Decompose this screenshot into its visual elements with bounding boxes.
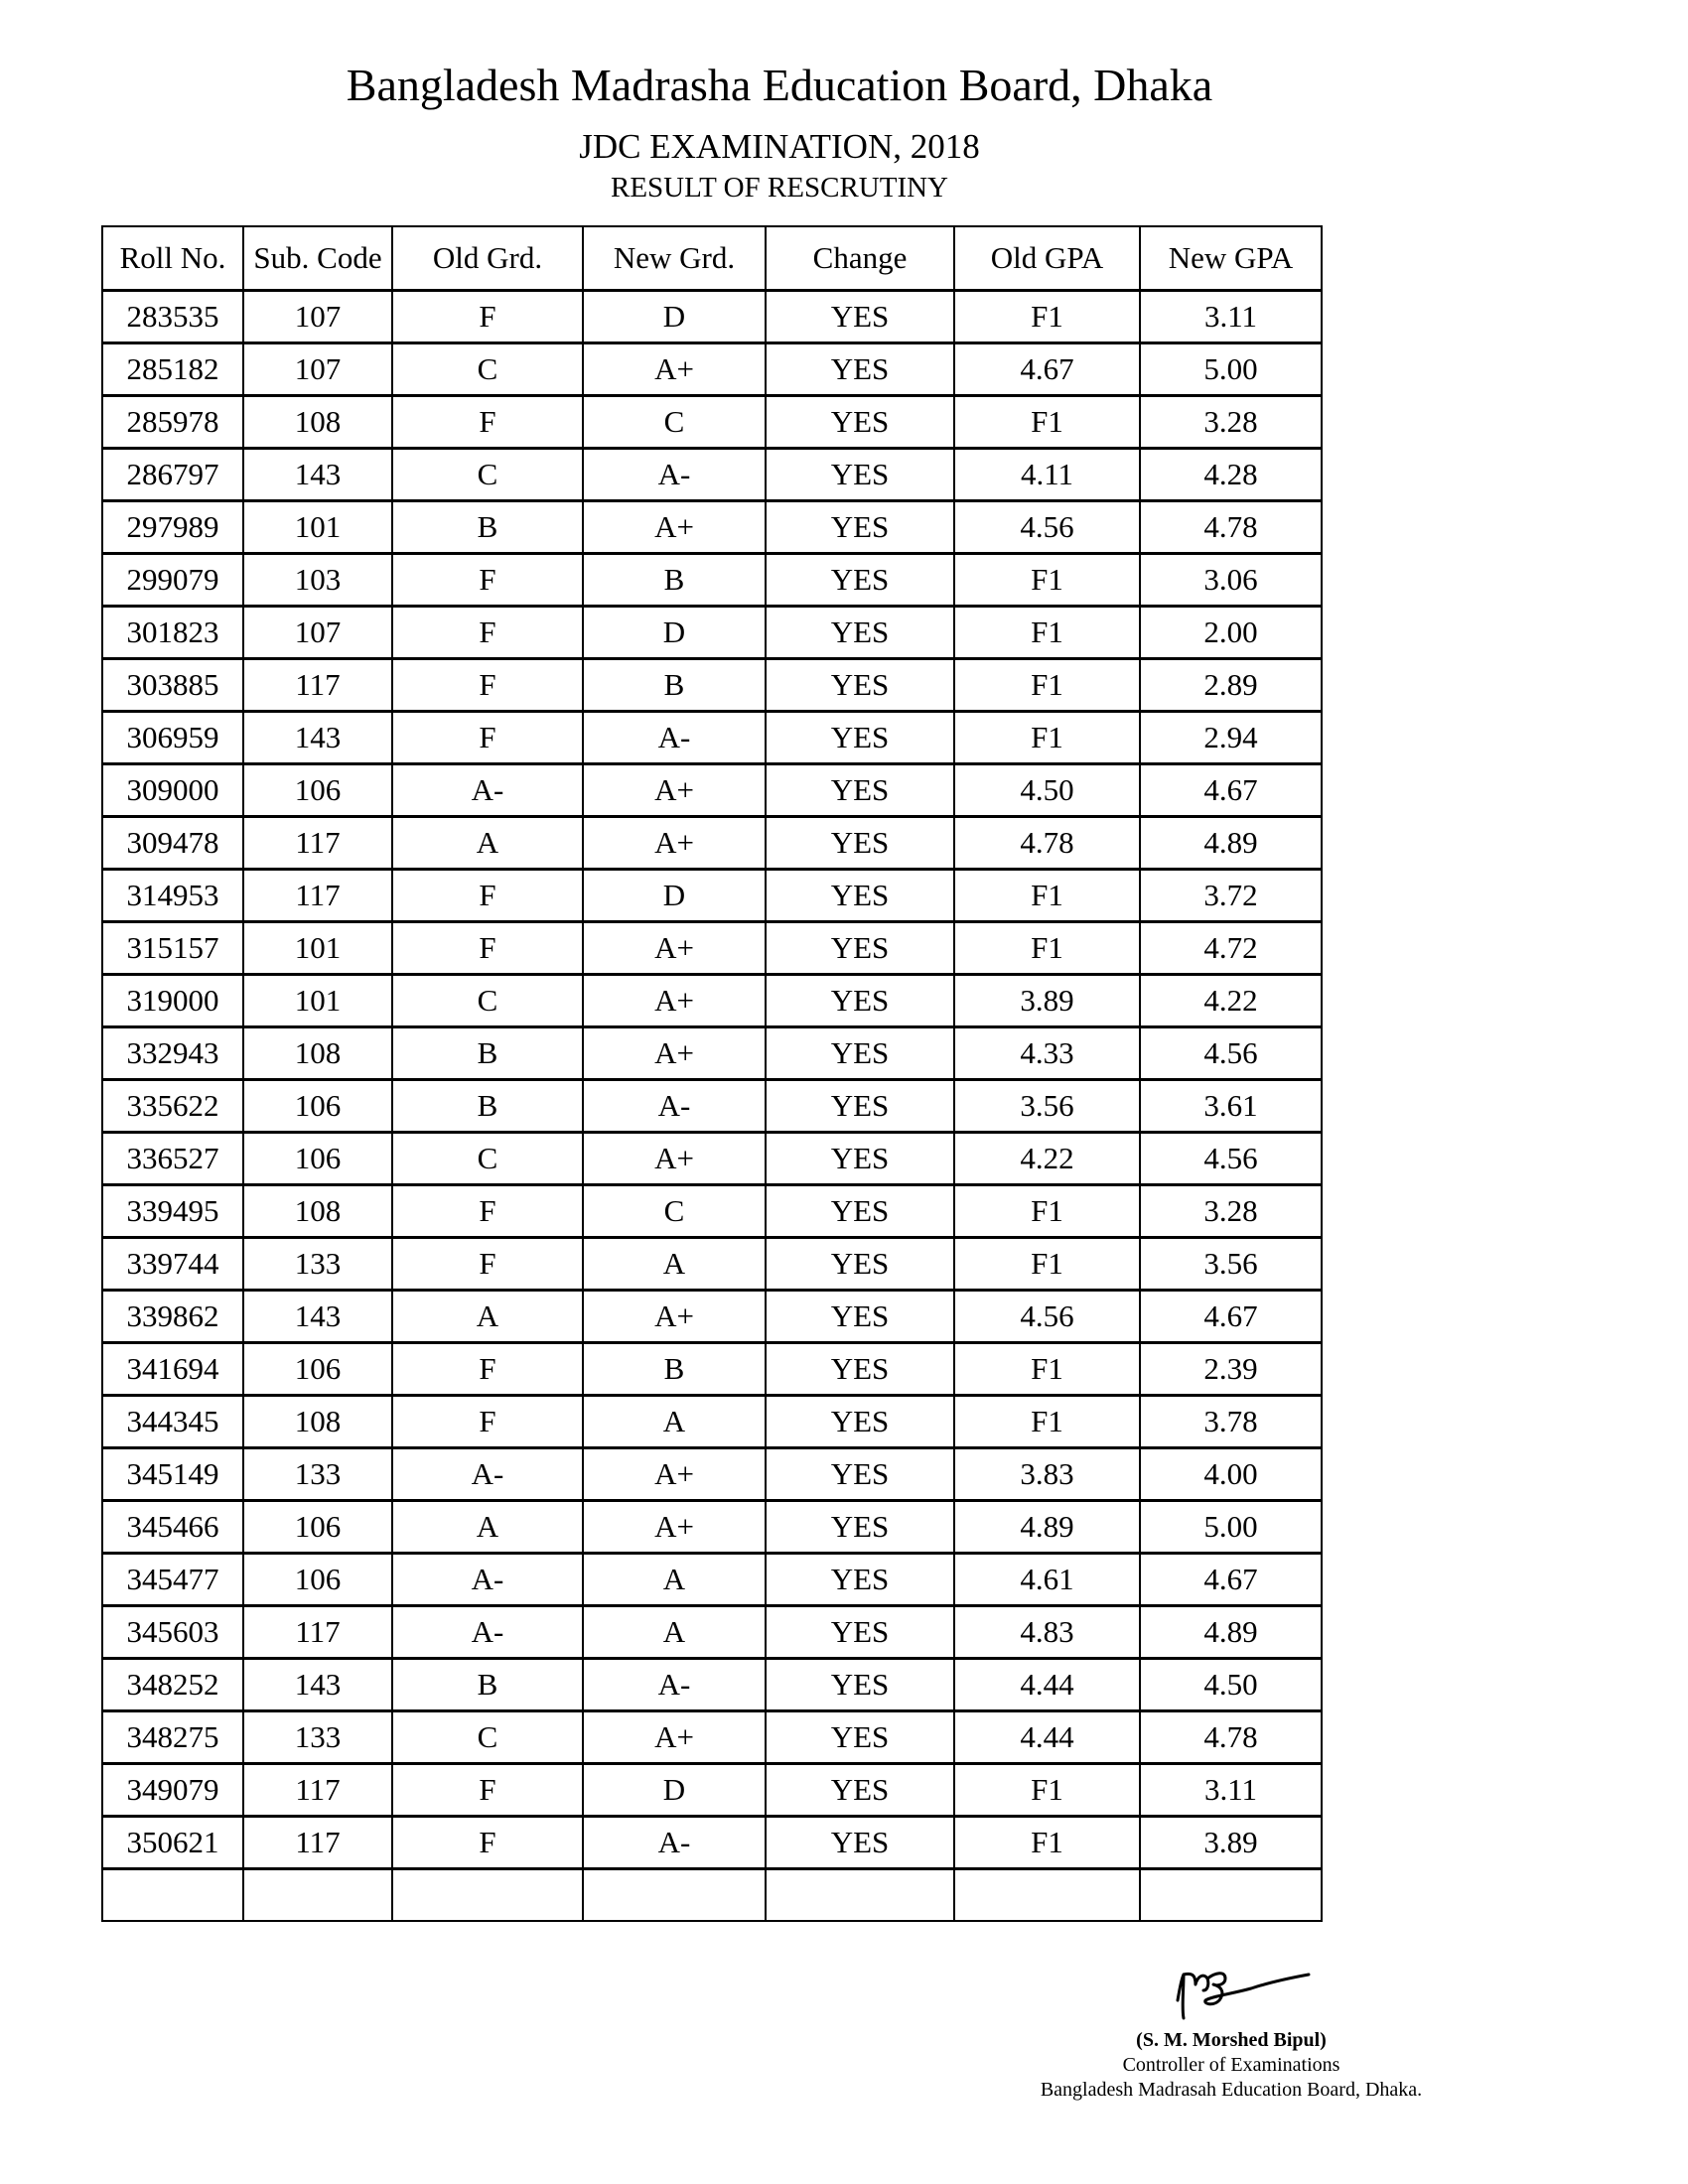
roll-no-cell: 336527 <box>102 1133 243 1185</box>
new-gpa-cell: 4.78 <box>1140 501 1322 554</box>
old-grade-cell: C <box>392 975 583 1027</box>
table-body <box>102 291 1322 1922</box>
sub-code-cell: 143 <box>243 1659 392 1711</box>
roll-no-cell: 345477 <box>102 1554 243 1606</box>
new-gpa-cell: 3.56 <box>1140 1238 1322 1291</box>
new-grade-cell: A+ <box>583 817 766 870</box>
new-gpa-cell: 4.89 <box>1140 817 1322 870</box>
table-row <box>102 1659 1322 1711</box>
signature-block <box>983 2028 1479 2103</box>
column-header-old-gpa: Old GPA <box>954 226 1140 291</box>
roll-no-cell: 309000 <box>102 764 243 817</box>
roll-no-cell: 349079 <box>102 1764 243 1817</box>
new-grade-cell: D <box>583 1764 766 1817</box>
sub-code-cell: 106 <box>243 1080 392 1133</box>
old-gpa-cell: F1 <box>954 554 1140 607</box>
new-grade-cell: A+ <box>583 975 766 1027</box>
change-cell: YES <box>766 870 954 922</box>
sub-code-cell: 133 <box>243 1448 392 1501</box>
new-gpa-cell: 4.89 <box>1140 1606 1322 1659</box>
old-gpa-cell: 4.67 <box>954 343 1140 396</box>
new-gpa-cell: 3.11 <box>1140 291 1322 343</box>
old-gpa-cell: F1 <box>954 922 1140 975</box>
table-row <box>102 1133 1322 1185</box>
old-gpa-cell: 4.56 <box>954 501 1140 554</box>
old-grade-cell: F <box>392 291 583 343</box>
old-grade-cell: A- <box>392 764 583 817</box>
table-row <box>102 1764 1322 1817</box>
table-row <box>102 764 1322 817</box>
sub-code-cell: 106 <box>243 1133 392 1185</box>
new-gpa-cell: 4.00 <box>1140 1448 1322 1501</box>
change-cell <box>766 1869 954 1922</box>
sub-code-cell: 108 <box>243 1027 392 1080</box>
header-row <box>102 226 1322 291</box>
new-gpa-cell: 4.78 <box>1140 1711 1322 1764</box>
roll-no-cell: 303885 <box>102 659 243 712</box>
new-gpa-cell <box>1140 1869 1322 1922</box>
sub-code-cell: 108 <box>243 396 392 449</box>
old-gpa-cell: F1 <box>954 659 1140 712</box>
table-row <box>102 501 1322 554</box>
old-gpa-cell: F1 <box>954 607 1140 659</box>
old-grade-cell: F <box>392 659 583 712</box>
sub-code-cell: 133 <box>243 1711 392 1764</box>
column-header-roll-no: Roll No. <box>102 226 243 291</box>
change-cell: YES <box>766 449 954 501</box>
old-gpa-cell: F1 <box>954 1396 1140 1448</box>
old-gpa-cell: F1 <box>954 1343 1140 1396</box>
old-grade-cell: F <box>392 712 583 764</box>
table-row <box>102 1238 1322 1291</box>
new-grade-cell: A+ <box>583 343 766 396</box>
old-gpa-cell: 3.83 <box>954 1448 1140 1501</box>
roll-no-cell: 335622 <box>102 1080 243 1133</box>
sub-code-cell: 106 <box>243 1554 392 1606</box>
new-gpa-cell: 3.61 <box>1140 1080 1322 1133</box>
new-grade-cell: B <box>583 1343 766 1396</box>
old-grade-cell: B <box>392 1659 583 1711</box>
change-cell: YES <box>766 712 954 764</box>
sub-code-cell: 108 <box>243 1185 392 1238</box>
old-grade-cell: A <box>392 817 583 870</box>
new-gpa-cell: 4.56 <box>1140 1027 1322 1080</box>
new-gpa-cell: 4.72 <box>1140 922 1322 975</box>
old-grade-cell: F <box>392 1343 583 1396</box>
old-gpa-cell: 4.33 <box>954 1027 1140 1080</box>
roll-no-cell: 286797 <box>102 449 243 501</box>
roll-no-cell: 345149 <box>102 1448 243 1501</box>
old-grade-cell: F <box>392 1396 583 1448</box>
table-row <box>102 922 1322 975</box>
change-cell: YES <box>766 1185 954 1238</box>
roll-no-cell: 339862 <box>102 1291 243 1343</box>
new-grade-cell: A+ <box>583 1027 766 1080</box>
sub-code-cell: 106 <box>243 1501 392 1554</box>
sub-code-cell: 106 <box>243 1343 392 1396</box>
new-grade-cell: A <box>583 1606 766 1659</box>
change-cell: YES <box>766 343 954 396</box>
new-gpa-cell: 2.94 <box>1140 712 1322 764</box>
old-grade-cell: F <box>392 1764 583 1817</box>
change-cell: YES <box>766 501 954 554</box>
new-grade-cell: A+ <box>583 1291 766 1343</box>
table-row <box>102 1027 1322 1080</box>
old-grade-cell: F <box>392 1817 583 1869</box>
new-gpa-cell: 2.39 <box>1140 1343 1322 1396</box>
change-cell: YES <box>766 1606 954 1659</box>
new-gpa-cell: 3.78 <box>1140 1396 1322 1448</box>
new-gpa-cell: 5.00 <box>1140 343 1322 396</box>
sub-code-cell: 117 <box>243 1817 392 1869</box>
roll-no-cell: 297989 <box>102 501 243 554</box>
table-header <box>102 226 1322 291</box>
old-grade-cell: F <box>392 870 583 922</box>
old-gpa-cell: 4.83 <box>954 1606 1140 1659</box>
roll-no-cell: 332943 <box>102 1027 243 1080</box>
new-grade-cell: A <box>583 1396 766 1448</box>
change-cell: YES <box>766 975 954 1027</box>
sub-code-cell: 108 <box>243 1396 392 1448</box>
change-cell: YES <box>766 1238 954 1291</box>
new-gpa-cell: 3.28 <box>1140 1185 1322 1238</box>
change-cell: YES <box>766 1027 954 1080</box>
change-cell: YES <box>766 764 954 817</box>
sub-code-cell: 117 <box>243 817 392 870</box>
table-row <box>102 343 1322 396</box>
old-grade-cell: C <box>392 343 583 396</box>
new-gpa-cell: 3.89 <box>1140 1817 1322 1869</box>
roll-no-cell: 348275 <box>102 1711 243 1764</box>
old-gpa-cell: 4.50 <box>954 764 1140 817</box>
rescrutiny-results-table <box>101 225 1323 1922</box>
old-gpa-cell: 4.11 <box>954 449 1140 501</box>
old-grade-cell: F <box>392 554 583 607</box>
old-gpa-cell: 4.56 <box>954 1291 1140 1343</box>
roll-no-cell: 348252 <box>102 1659 243 1711</box>
change-cell: YES <box>766 1448 954 1501</box>
change-cell: YES <box>766 1554 954 1606</box>
table-row <box>102 291 1322 343</box>
new-grade-cell: A+ <box>583 764 766 817</box>
old-gpa-cell: 4.44 <box>954 1711 1140 1764</box>
column-header-change: Change <box>766 226 954 291</box>
new-grade-cell: A- <box>583 449 766 501</box>
change-cell: YES <box>766 607 954 659</box>
column-header-new-gpa: New GPA <box>1140 226 1322 291</box>
old-grade-cell: B <box>392 1080 583 1133</box>
roll-no-cell: 315157 <box>102 922 243 975</box>
new-grade-cell: A+ <box>583 922 766 975</box>
sub-code-cell: 143 <box>243 712 392 764</box>
old-grade-cell: B <box>392 1027 583 1080</box>
roll-no-cell: 309478 <box>102 817 243 870</box>
new-gpa-cell: 4.56 <box>1140 1133 1322 1185</box>
old-gpa-cell: F1 <box>954 291 1140 343</box>
sub-code-cell: 107 <box>243 343 392 396</box>
old-gpa-cell: 3.89 <box>954 975 1140 1027</box>
old-gpa-cell: 4.61 <box>954 1554 1140 1606</box>
new-grade-cell <box>583 1869 766 1922</box>
table-row <box>102 1817 1322 1869</box>
old-gpa-cell: F1 <box>954 712 1140 764</box>
change-cell: YES <box>766 817 954 870</box>
change-cell: YES <box>766 1133 954 1185</box>
sub-code-cell: 133 <box>243 1238 392 1291</box>
roll-no-cell: 301823 <box>102 607 243 659</box>
old-gpa-cell: 4.44 <box>954 1659 1140 1711</box>
new-gpa-cell: 3.72 <box>1140 870 1322 922</box>
sub-code-cell: 103 <box>243 554 392 607</box>
old-grade-cell: C <box>392 1711 583 1764</box>
signatory-organization: Bangladesh Madrasah Education Board, Dhaka. <box>1040 2079 1423 2101</box>
change-cell: YES <box>766 396 954 449</box>
new-gpa-cell: 3.06 <box>1140 554 1322 607</box>
table-row <box>102 817 1322 870</box>
old-grade-cell: A <box>392 1291 583 1343</box>
old-grade-cell: C <box>392 1133 583 1185</box>
new-grade-cell: B <box>583 659 766 712</box>
table-row <box>102 659 1322 712</box>
old-gpa-cell: F1 <box>954 1764 1140 1817</box>
table-row <box>102 449 1322 501</box>
column-header-sub-code: Sub. Code <box>243 226 392 291</box>
old-gpa-cell: 4.89 <box>954 1501 1140 1554</box>
table-row <box>102 1396 1322 1448</box>
table-row <box>102 712 1322 764</box>
roll-no-cell: 283535 <box>102 291 243 343</box>
new-grade-cell: A+ <box>583 1448 766 1501</box>
old-gpa-cell: F1 <box>954 870 1140 922</box>
roll-no-cell: 350621 <box>102 1817 243 1869</box>
roll-no-cell: 344345 <box>102 1396 243 1448</box>
roll-no-cell: 345603 <box>102 1606 243 1659</box>
old-grade-cell: F <box>392 607 583 659</box>
change-cell: YES <box>766 1817 954 1869</box>
exam-name: JDC EXAMINATION, 2018 <box>579 127 980 166</box>
roll-no-cell: 339744 <box>102 1238 243 1291</box>
table-row <box>102 975 1322 1027</box>
new-grade-cell: C <box>583 396 766 449</box>
old-gpa-cell: F1 <box>954 396 1140 449</box>
roll-no-cell: 341694 <box>102 1343 243 1396</box>
new-grade-cell: B <box>583 554 766 607</box>
new-gpa-cell: 3.11 <box>1140 1764 1322 1817</box>
new-grade-cell: D <box>583 607 766 659</box>
sub-code-cell: 101 <box>243 501 392 554</box>
sub-code-cell: 117 <box>243 1606 392 1659</box>
document-title: Bangladesh Madrasha Education Board, Dhaka <box>346 60 1213 110</box>
new-gpa-cell: 5.00 <box>1140 1501 1322 1554</box>
sub-code-cell: 117 <box>243 870 392 922</box>
table-row <box>102 1554 1322 1606</box>
change-cell: YES <box>766 659 954 712</box>
old-grade-cell: F <box>392 1238 583 1291</box>
new-gpa-cell: 4.67 <box>1140 1554 1322 1606</box>
table-row <box>102 1291 1322 1343</box>
new-grade-cell: A <box>583 1554 766 1606</box>
old-grade-cell: A- <box>392 1554 583 1606</box>
roll-no-cell: 314953 <box>102 870 243 922</box>
old-grade-cell: F <box>392 1185 583 1238</box>
table-row <box>102 607 1322 659</box>
change-cell: YES <box>766 1659 954 1711</box>
new-grade-cell: A- <box>583 1080 766 1133</box>
sub-code-cell: 101 <box>243 922 392 975</box>
old-gpa-cell: 3.56 <box>954 1080 1140 1133</box>
new-grade-cell: A- <box>583 1817 766 1869</box>
change-cell: YES <box>766 1343 954 1396</box>
table-row <box>102 1448 1322 1501</box>
new-grade-cell: D <box>583 870 766 922</box>
table-row <box>102 1711 1322 1764</box>
table-row <box>102 870 1322 922</box>
sub-code-cell: 143 <box>243 449 392 501</box>
old-gpa-cell: F1 <box>954 1238 1140 1291</box>
new-gpa-cell: 2.00 <box>1140 607 1322 659</box>
change-cell: YES <box>766 1396 954 1448</box>
old-grade-cell: C <box>392 449 583 501</box>
new-grade-cell: A <box>583 1238 766 1291</box>
table-row <box>102 554 1322 607</box>
change-cell: YES <box>766 1291 954 1343</box>
table-row <box>102 1185 1322 1238</box>
new-gpa-cell: 4.28 <box>1140 449 1322 501</box>
sub-code-cell: 101 <box>243 975 392 1027</box>
table-row <box>102 1869 1322 1922</box>
old-grade-cell: A- <box>392 1606 583 1659</box>
new-grade-cell: A- <box>583 712 766 764</box>
new-gpa-cell: 4.67 <box>1140 764 1322 817</box>
change-cell: YES <box>766 922 954 975</box>
sub-code-cell: 107 <box>243 291 392 343</box>
sub-code-cell: 117 <box>243 1764 392 1817</box>
new-grade-cell: D <box>583 291 766 343</box>
new-grade-cell: C <box>583 1185 766 1238</box>
signature-image <box>1170 1961 1319 2028</box>
old-grade-cell: F <box>392 396 583 449</box>
old-gpa-cell: 4.78 <box>954 817 1140 870</box>
sub-code-cell: 107 <box>243 607 392 659</box>
roll-no-cell <box>102 1869 243 1922</box>
document-subtitle: RESULT OF RESCRUTINY <box>610 172 948 204</box>
change-cell: YES <box>766 554 954 607</box>
old-gpa-cell: F1 <box>954 1185 1140 1238</box>
new-grade-cell: A+ <box>583 1501 766 1554</box>
sub-code-cell: 106 <box>243 764 392 817</box>
roll-no-cell: 285182 <box>102 343 243 396</box>
new-gpa-cell: 4.67 <box>1140 1291 1322 1343</box>
old-gpa-cell: F1 <box>954 1817 1140 1869</box>
roll-no-cell: 285978 <box>102 396 243 449</box>
new-grade-cell: A+ <box>583 1711 766 1764</box>
new-gpa-cell: 3.28 <box>1140 396 1322 449</box>
table-row <box>102 1501 1322 1554</box>
new-gpa-cell: 4.22 <box>1140 975 1322 1027</box>
change-cell: YES <box>766 1080 954 1133</box>
sub-code-cell <box>243 1869 392 1922</box>
change-cell: YES <box>766 1711 954 1764</box>
sub-code-cell: 143 <box>243 1291 392 1343</box>
roll-no-cell: 306959 <box>102 712 243 764</box>
column-header-old-grade: Old Grd. <box>392 226 583 291</box>
new-grade-cell: A+ <box>583 501 766 554</box>
roll-no-cell: 319000 <box>102 975 243 1027</box>
table-row <box>102 1080 1322 1133</box>
table-row <box>102 1343 1322 1396</box>
roll-no-cell: 339495 <box>102 1185 243 1238</box>
new-gpa-cell: 4.50 <box>1140 1659 1322 1711</box>
roll-no-cell: 345466 <box>102 1501 243 1554</box>
old-grade-cell: F <box>392 922 583 975</box>
change-cell: YES <box>766 291 954 343</box>
column-header-new-grade: New Grd. <box>583 226 766 291</box>
old-grade-cell: B <box>392 501 583 554</box>
signatory-name: (S. M. Morshed Bipul) <box>1136 2029 1327 2051</box>
new-grade-cell: A- <box>583 1659 766 1711</box>
signatory-designation: Controller of Examinations <box>1122 2054 1340 2076</box>
change-cell: YES <box>766 1501 954 1554</box>
old-grade-cell: A- <box>392 1448 583 1501</box>
table-row <box>102 1606 1322 1659</box>
new-grade-cell: A+ <box>583 1133 766 1185</box>
roll-no-cell: 299079 <box>102 554 243 607</box>
old-grade-cell: A <box>392 1501 583 1554</box>
sub-code-cell: 117 <box>243 659 392 712</box>
change-cell: YES <box>766 1764 954 1817</box>
table-row <box>102 396 1322 449</box>
old-gpa-cell: 4.22 <box>954 1133 1140 1185</box>
new-gpa-cell: 2.89 <box>1140 659 1322 712</box>
old-grade-cell <box>392 1869 583 1922</box>
old-gpa-cell <box>954 1869 1140 1922</box>
